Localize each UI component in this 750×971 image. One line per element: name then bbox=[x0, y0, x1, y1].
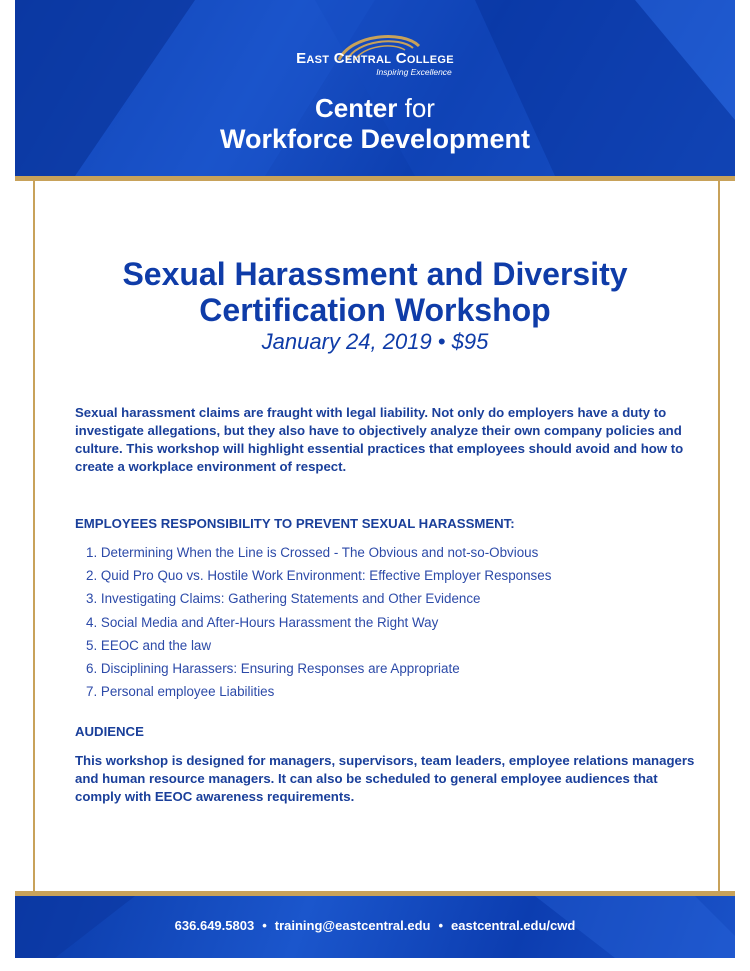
department-name: Workforce Development bbox=[219, 124, 531, 154]
center-word: Center bbox=[315, 93, 398, 123]
responsibility-list bbox=[86, 544, 551, 706]
list-item: 5. EEOC and the law bbox=[86, 637, 212, 653]
workshop-title bbox=[0, 256, 750, 328]
list-item: 7. Personal employee Liabilities bbox=[86, 684, 275, 700]
footer-contact bbox=[15, 918, 735, 933]
title-line-2: Certification Workshop bbox=[199, 292, 551, 328]
college-tagline: Inspiring Excellence bbox=[376, 67, 452, 77]
list-item: 1. Determining When the Line is Crossed - The Obvious and not-so-Obvious bbox=[86, 545, 539, 560]
responsibility-heading: EMPLOYEES RESPONSIBILITY TO PREVENT SEXUAL HARASSMENT: bbox=[75, 516, 515, 531]
center-for-heading bbox=[15, 92, 735, 124]
list-item: 3. Investigating Claims: Gathering Statements and Other Evidence bbox=[86, 591, 481, 607]
list-item: 2. Quid Pro Quo vs. Hostile Work Environment: Effective Employer Responses bbox=[86, 568, 552, 584]
list-item: 6. Disciplining Harassers: Ensuring Responses are Appropriate bbox=[86, 660, 460, 676]
college-name: East Central College bbox=[296, 50, 454, 67]
audience-heading: AUDIENCE bbox=[75, 724, 144, 739]
website-link[interactable]: eastcentral.edu/cwd bbox=[451, 918, 576, 933]
phone-number[interactable]: 636.649.5803 bbox=[174, 918, 255, 933]
intro-paragraph: Sexual harassment claims are fraught with legal liability. Not only do employers have a duty to investigate allegations, but they also have to objectively analyze their own company policies and culture. This workshop will highlight essential practices that employees should avoid and how to create a workplace environment of respect. bbox=[75, 405, 684, 474]
email-link[interactable]: training@eastcentral.edu bbox=[274, 918, 431, 933]
college-logo bbox=[15, 30, 735, 77]
title-line-1: Sexual Harassment and Diversity bbox=[122, 256, 628, 292]
audience-paragraph: This workshop is designed for managers, supervisors, team leaders, employee relations managers and human resource managers. It can also be scheduled to general employee audiences that comply with EEOC awareness requirements. bbox=[75, 753, 695, 804]
list-item: 4. Social Media and After-Hours Harassment the Right Way bbox=[86, 614, 439, 630]
separator: • bbox=[262, 918, 267, 933]
for-word: for bbox=[404, 93, 435, 123]
header-banner bbox=[15, 0, 735, 176]
workshop-date-price: January 24, 2019 • $95 bbox=[261, 329, 489, 354]
footer-banner bbox=[15, 896, 735, 958]
separator: • bbox=[438, 918, 444, 933]
